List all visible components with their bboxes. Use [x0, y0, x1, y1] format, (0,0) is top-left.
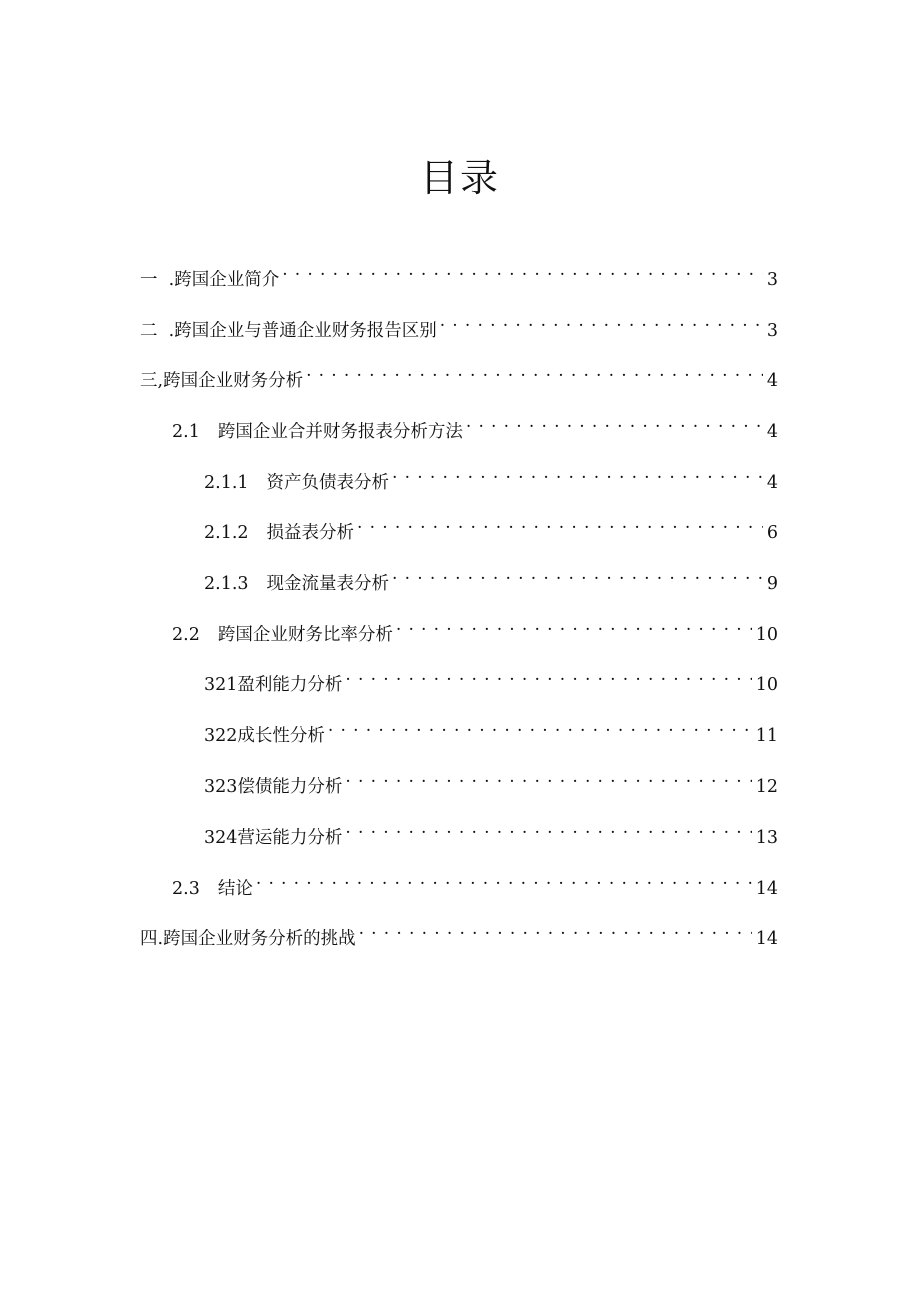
toc-dot-leader: [440, 306, 763, 336]
toc-entry-page: 11: [755, 726, 778, 746]
toc-dot-leader: [359, 914, 752, 944]
toc-entry-number: 324: [204, 828, 238, 848]
toc-entry-page: 10: [755, 675, 778, 695]
toc-entry-page: 3: [766, 321, 778, 341]
toc-entry-page: 3: [766, 270, 778, 290]
toc-entry-label: 跨国企业财务分析: [163, 371, 304, 391]
toc-entry-page: 4: [766, 371, 778, 391]
toc-entry-number: 2.2: [172, 625, 200, 645]
toc-entry[interactable]: [172, 610, 778, 645]
toc-entry-number: 2.1.1: [204, 473, 249, 493]
toc-entry-page: 14: [755, 879, 778, 899]
toc-entry-label: 偿债能力分析: [237, 777, 343, 797]
toc-entry-page: 10: [755, 625, 778, 645]
toc-entry-label: 跨国企业合并财务报表分析方法: [217, 422, 463, 442]
toc-entry[interactable]: [140, 306, 778, 341]
toc-entry-number: 三,: [140, 371, 164, 391]
toc-entry-label: 结论: [217, 879, 253, 899]
page-title: 目录: [419, 156, 500, 200]
toc-entry[interactable]: [172, 864, 778, 899]
toc-entry-number: 2.1: [172, 422, 200, 442]
toc-dot-leader: [282, 255, 763, 285]
toc-entry[interactable]: [204, 813, 778, 848]
toc-entry-label: 资产负债表分析: [266, 473, 390, 493]
toc-dot-leader: [345, 660, 751, 690]
toc-entry-number: 2.3: [172, 879, 200, 899]
toc-entry-label: 盈利能力分析: [237, 675, 343, 695]
toc-entry-label: 跨国企业简介: [174, 270, 280, 290]
toc-entry-label: 营运能力分析: [237, 828, 343, 848]
toc-entry[interactable]: [204, 660, 778, 695]
toc-dot-leader: [256, 864, 752, 894]
toc-entry-number: 二 .: [140, 321, 175, 341]
toc-entry-label: 跨国企业与普通企业财务报告区别: [174, 321, 437, 341]
toc-entry-label: 成长性分析: [237, 726, 325, 746]
toc-entry-page: 13: [755, 828, 778, 848]
toc-entry[interactable]: [140, 255, 778, 290]
toc-entry-number: 2.1.3: [204, 574, 249, 594]
toc-entry[interactable]: [204, 559, 778, 594]
toc-entry[interactable]: [204, 711, 778, 746]
toc-entry-label: 跨国企业财务分析的挑战: [163, 929, 356, 949]
toc-entry-label: 跨国企业财务比率分析: [217, 625, 393, 645]
toc-entry-page: 6: [766, 523, 778, 543]
toc-entry[interactable]: [172, 407, 778, 442]
toc-dot-leader: [466, 407, 763, 437]
toc-entry-page: 12: [755, 777, 778, 797]
toc-entry-number: 321: [204, 675, 238, 695]
toc-entry-page: 4: [766, 422, 778, 442]
toc-dot-leader: [328, 711, 752, 741]
toc-entry-number: 323: [204, 777, 238, 797]
toc-entry[interactable]: [204, 508, 778, 543]
toc-dot-leader: [357, 508, 763, 538]
toc-dot-leader: [392, 458, 763, 488]
toc-entry-label: 损益表分析: [266, 523, 355, 543]
toc-entry-number: 一 .: [140, 270, 175, 290]
toc-dot-leader: [345, 762, 751, 792]
toc-entry-number: 322: [204, 726, 238, 746]
toc-dot-leader: [396, 610, 752, 640]
toc-entry[interactable]: [204, 762, 778, 797]
toc-entry-number: 2.1.2: [204, 523, 249, 543]
toc-entry-page: 9: [766, 574, 778, 594]
toc-entry-page: 4: [766, 473, 778, 493]
toc-dot-leader: [392, 559, 763, 589]
toc-entry-label: 现金流量表分析: [266, 574, 390, 594]
toc-entry-page: 14: [755, 929, 778, 949]
toc-dot-leader: [306, 356, 763, 386]
toc-entry[interactable]: [140, 914, 778, 949]
toc-entry[interactable]: [204, 458, 778, 493]
toc-entry[interactable]: [140, 356, 778, 391]
toc-dot-leader: [345, 813, 751, 843]
toc-entry-number: 四.: [140, 929, 164, 949]
